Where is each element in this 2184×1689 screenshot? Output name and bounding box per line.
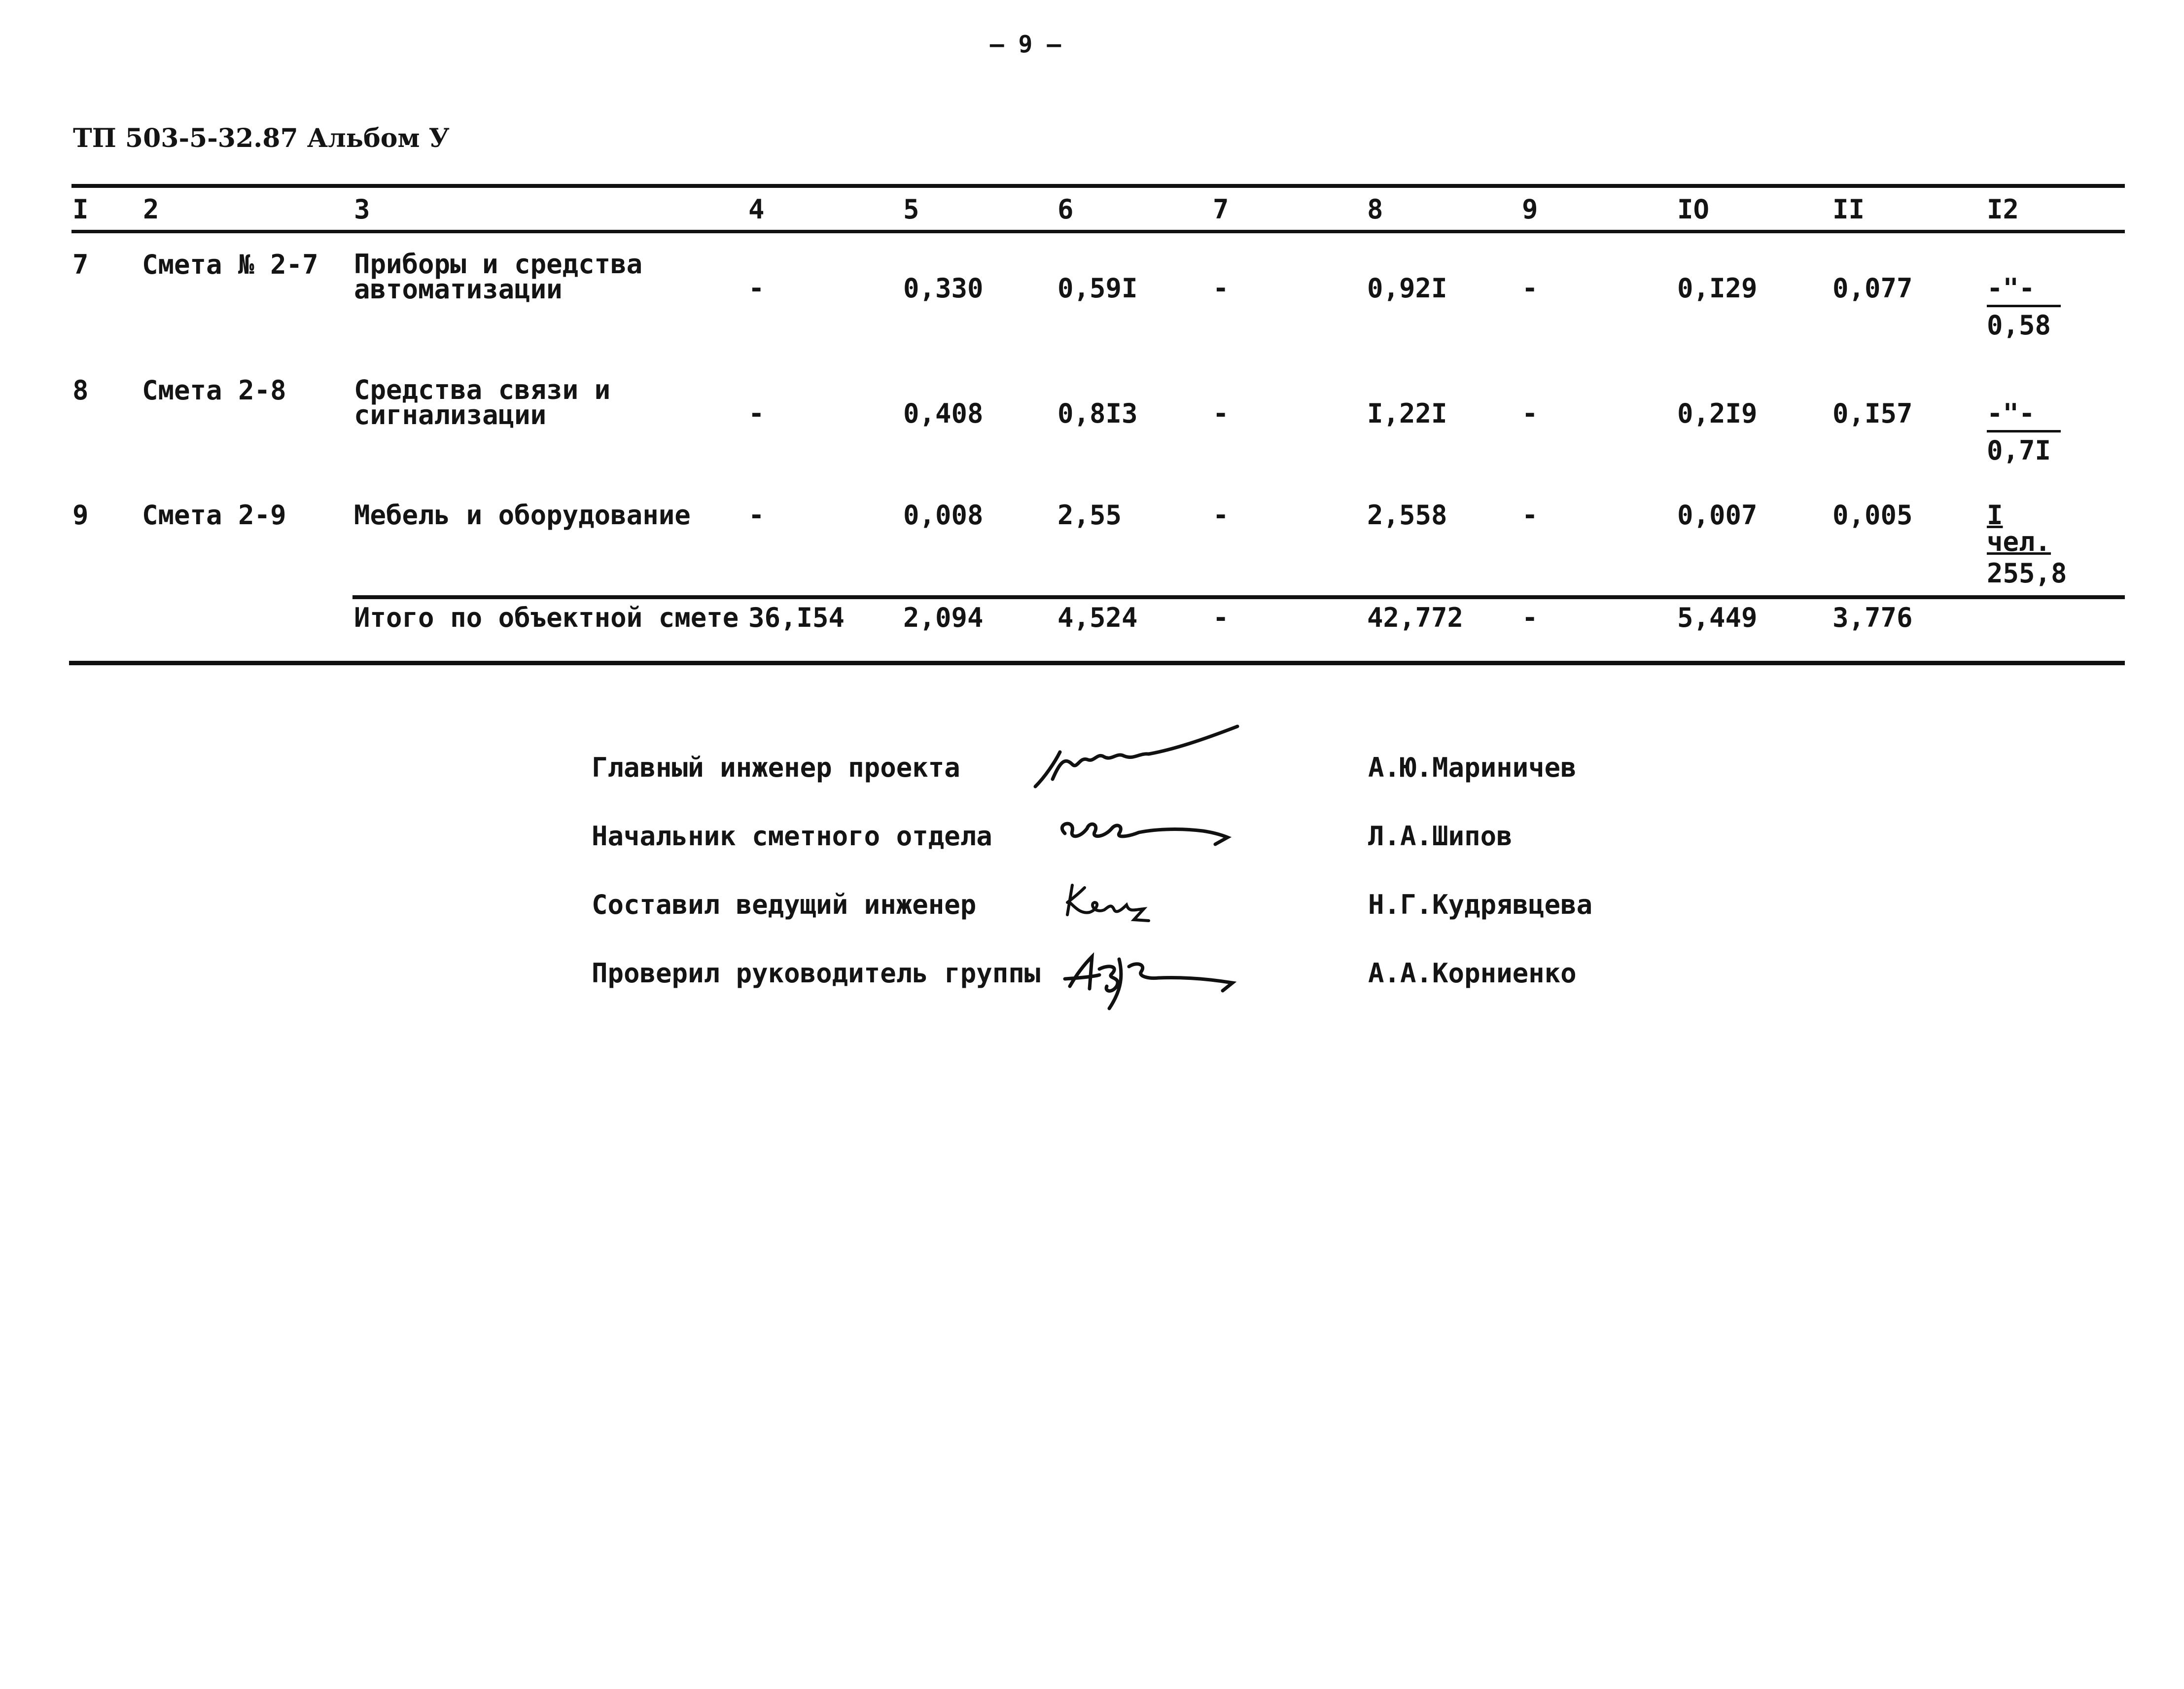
- total-c10: 5,449: [1677, 602, 1758, 633]
- signatory-title: Проверил руководитель группы: [592, 958, 1041, 989]
- handwritten-signature: [1025, 804, 1282, 858]
- cell-c5: 0,408: [903, 398, 984, 429]
- cell-c9: -: [1522, 273, 1538, 304]
- fraction-numerator: -"-: [1987, 400, 2061, 432]
- table-bottom-rule: [69, 661, 2125, 665]
- cell-c7: -: [1213, 398, 1229, 429]
- cell-c7: -: [1213, 273, 1229, 304]
- cell-c4: -: [748, 500, 765, 531]
- column-header: I: [72, 194, 89, 225]
- item-name: Мебель и оборудование: [354, 500, 691, 531]
- signatory-name: А.Ю.Мариничев: [1368, 752, 1577, 783]
- cell-c6: 0,8I3: [1057, 398, 1138, 429]
- row-number: 8: [72, 375, 89, 406]
- cell-c11: 0,005: [1832, 500, 1913, 531]
- page-number: — 9 —: [989, 31, 1061, 58]
- column-header: IO: [1677, 194, 1710, 225]
- cell-c12-fraction: [1987, 502, 2067, 587]
- estimate-ref: Смета № 2-7: [142, 249, 318, 280]
- cell-c10: 0,2I9: [1677, 398, 1758, 429]
- cell-c7: -: [1213, 500, 1229, 531]
- fraction-denominator: 0,7I: [1987, 435, 2051, 466]
- estimate-ref: Смета 2-8: [142, 375, 286, 406]
- table-header-rule: [71, 230, 2125, 233]
- column-header: 3: [354, 194, 370, 225]
- total-c5: 2,094: [903, 602, 984, 633]
- cell-c4: -: [748, 273, 765, 304]
- column-header: 5: [903, 194, 919, 225]
- fraction-numerator: I чел.: [1987, 500, 2051, 557]
- signatory-name: А.А.Корниенко: [1368, 958, 1577, 989]
- column-header: 2: [143, 194, 159, 225]
- total-c6: 4,524: [1057, 602, 1138, 633]
- total-c4: 36,I54: [748, 602, 845, 633]
- column-header: I2: [1987, 194, 2019, 225]
- signatory-name: Л.А.Шипов: [1368, 821, 1513, 852]
- cell-c11: 0,I57: [1832, 398, 1913, 429]
- total-top-rule: [352, 595, 2125, 599]
- cell-c12-fraction: [1987, 400, 2061, 464]
- handwritten-signature: [1025, 718, 1282, 796]
- row-number: 9: [72, 500, 89, 531]
- row-number: 7: [72, 249, 89, 280]
- cell-c11: 0,077: [1832, 273, 1913, 304]
- total-c8: 42,772: [1367, 602, 1464, 633]
- cell-c12-fraction: [1987, 275, 2061, 339]
- total-c11: 3,776: [1832, 602, 1913, 633]
- cell-c8: I,22I: [1367, 398, 1447, 429]
- total-label: Итого по объектной смете: [354, 602, 739, 633]
- fraction-denominator: 0,58: [1987, 310, 2051, 341]
- handwritten-signature: [1025, 939, 1282, 1018]
- signatory-title: Главный инженер проекта: [592, 752, 960, 783]
- cell-c8: 0,92I: [1367, 273, 1447, 304]
- column-header: 4: [748, 194, 765, 225]
- handwritten-signature: [1025, 875, 1282, 934]
- item-name: Приборы и средства автоматизации: [354, 249, 643, 305]
- cell-c5: 0,330: [903, 273, 984, 304]
- cell-c9: -: [1522, 500, 1538, 531]
- column-header: 7: [1213, 194, 1229, 225]
- item-name: Средства связи и сигнализации: [354, 374, 611, 431]
- estimate-ref: Смета 2-9: [142, 500, 286, 531]
- signatory-name: Н.Г.Кудрявцева: [1368, 889, 1593, 920]
- cell-c6: 0,59I: [1057, 273, 1138, 304]
- fraction-numerator: -"-: [1987, 275, 2061, 307]
- cell-c9: -: [1522, 398, 1538, 429]
- column-header: 6: [1057, 194, 1074, 225]
- document-code: ТП 503-5-32.87 Альбом У: [73, 123, 450, 153]
- signatory-title: Составил ведущий инженер: [592, 889, 977, 920]
- column-header: 9: [1522, 194, 1538, 225]
- table-top-rule: [71, 184, 2125, 188]
- cell-c4: -: [748, 398, 765, 429]
- cell-c10: 0,007: [1677, 500, 1758, 531]
- total-c7: -: [1213, 602, 1229, 633]
- column-header: 8: [1367, 194, 1383, 225]
- cell-c10: 0,I29: [1677, 273, 1758, 304]
- cell-c5: 0,008: [903, 500, 984, 531]
- fraction-denominator: 255,8: [1987, 558, 2067, 589]
- cell-c6: 2,55: [1057, 500, 1122, 531]
- total-c9: -: [1522, 602, 1538, 633]
- cell-c8: 2,558: [1367, 500, 1447, 531]
- column-header: II: [1832, 194, 1865, 225]
- signatory-title: Начальник сметного отдела: [592, 821, 992, 852]
